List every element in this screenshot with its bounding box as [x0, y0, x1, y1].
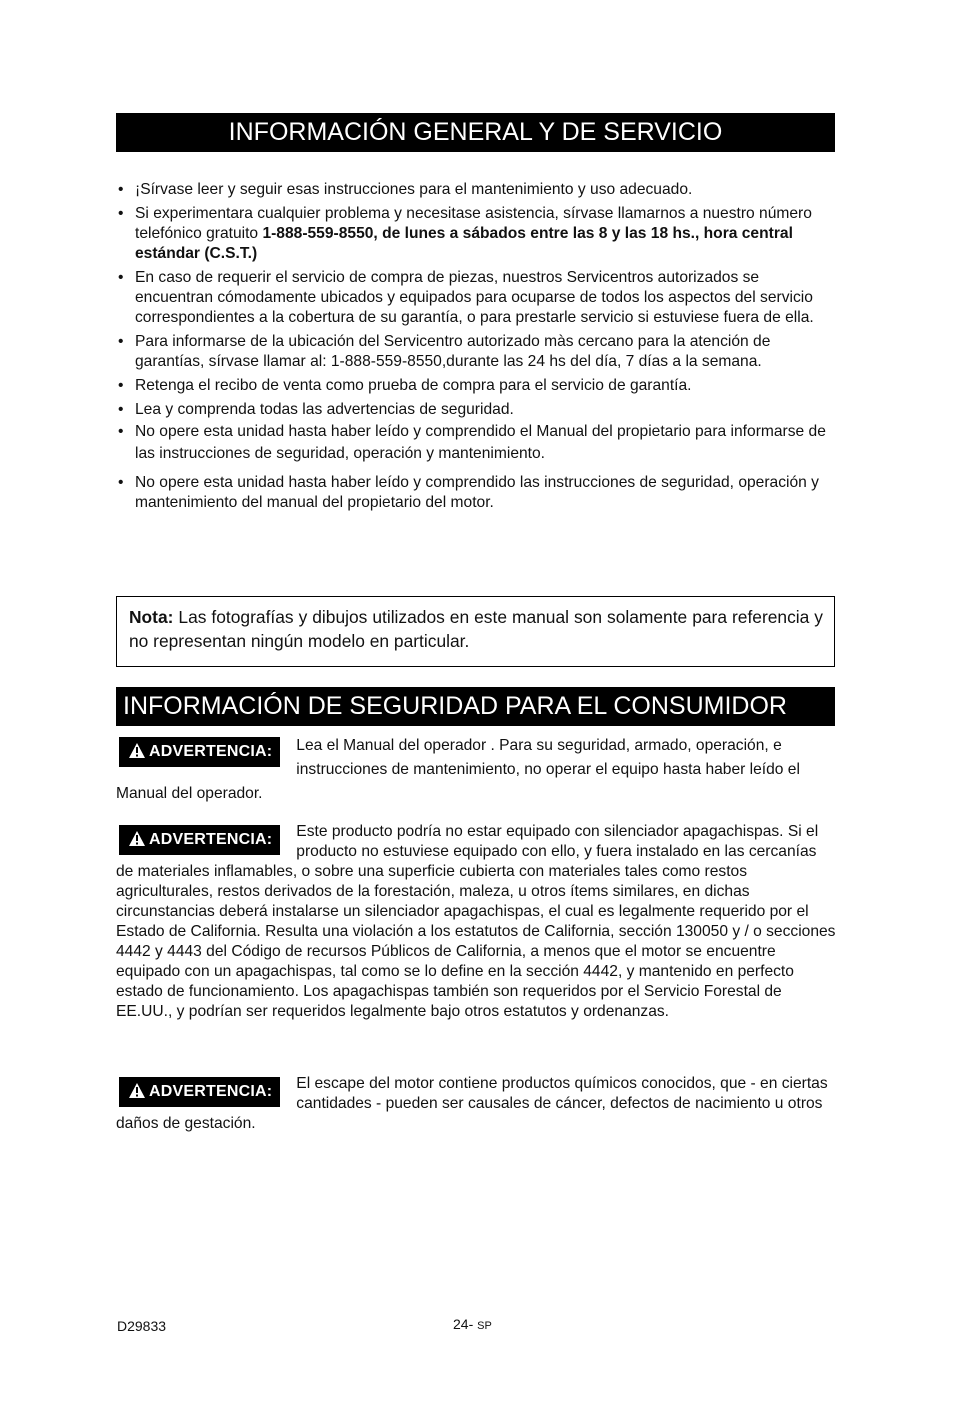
- bullet-text: No opere esta unidad hasta haber leído y comprendido las instrucciones de seguridad, operación y mantenimiento del manual del propietario del motor.: [135, 474, 819, 511]
- note-box: [116, 596, 835, 667]
- list-item: • Lea y comprenda todas las advertencias de seguridad.: [118, 401, 514, 418]
- general-service-heading: INFORMACIÓN GENERAL Y DE SERVICIO: [116, 113, 835, 152]
- list-item: • No opere esta unidad hasta haber leído y comprendido las instrucciones de seguridad, operación y mantenimiento del manual del propietario del motor.: [118, 474, 819, 511]
- warning-exhaust: [116, 1074, 836, 1134]
- bullet-text: No opere esta unidad hasta haber leído y comprendido el Manual del propietario para informarse de las instrucciones de seguridad, operación y mantenimiento.: [135, 423, 826, 462]
- document-number: D29833: [117, 1318, 167, 1334]
- page-number: [453, 1316, 492, 1332]
- list-item: • No opere esta unidad hasta haber leído y comprendido el Manual del propietario para informarse de las instrucciones de seguridad, operación y mantenimiento.: [118, 423, 826, 462]
- consumer-safety-heading: INFORMACIÓN DE SEGURIDAD PARA EL CONSUMIDOR: [116, 687, 835, 726]
- bullet-text: Para informarse de la ubicación del Servicentro autorizado màs cercano para la atención de garantías, sírvase llamar al: 1-888-559-8550,durante las 24 hs del día, 7 días a la semana.: [135, 333, 771, 370]
- warning-badge: [119, 737, 280, 767]
- bullet-text: Lea y comprenda todas las advertencias de seguridad.: [135, 401, 514, 418]
- phone-hours-text: 1-888-559-8550, de lunes a sábados entre las 8 y las 18 hs., hora central estándar (C.S.T.): [135, 225, 793, 262]
- warning-triangle-icon: [129, 831, 145, 846]
- warning-badge-label: ADVERTENCIA:: [149, 743, 273, 760]
- warning-badge-label: ADVERTENCIA:: [149, 831, 273, 848]
- list-item: • ¡Sírvase leer y seguir esas instrucciones para el mantenimiento y uso adecuado.: [118, 181, 693, 198]
- bullet-text: Retenga el recibo de venta como prueba de compra para el servicio de garantía.: [135, 377, 692, 394]
- list-item: • En caso de requerir el servicio de compra de piezas, nuestros Servicentros autorizados se encuentran cómodamente ubicados y equipados para ocuparse de todos los aspectos del servicio correspondientes a la cobertura de su garantía, o para prestarle servicio si estuviese fuera de ella.: [118, 269, 814, 326]
- note-text: Las fotografías y dibujos utilizados en este manual son solamente para referencia y no representan ningún modelo en particular.: [129, 607, 823, 651]
- warning-badge: [119, 1077, 280, 1107]
- warning-triangle-icon: [129, 1083, 145, 1098]
- general-info-list: [116, 180, 836, 517]
- page-number-value: 24-: [453, 1316, 474, 1332]
- page-language-suffix: SP: [477, 1320, 492, 1332]
- warning-text: El escape del motor contiene productos químicos conocidos, que - en ciertas cantidades - pueden ser causales de cáncer, defectos de nacimiento u otros daños de gestación.: [116, 1075, 828, 1132]
- bullet-text: ¡Sírvase leer y seguir esas instrucciones para el mantenimiento y uso adecuado.: [135, 181, 693, 198]
- note-label: Nota:: [129, 607, 174, 627]
- list-item: • Para informarse de la ubicación del Servicentro autorizado màs cercano para la atención de garantías, sírvase llamar al: 1-888-559-8550,durante las 24 hs del día, 7 días a la semana.: [118, 333, 771, 370]
- warning-text: Lea el Manual del operador . Para su seguridad, armado, operación, e instrucciones de mantenimiento, no operar el equipo hasta haber leído el Manual del operador.: [116, 737, 800, 802]
- list-item: • Retenga el recibo de venta como prueba de compra para el servicio de garantía.: [118, 377, 692, 394]
- warning-badge: [119, 825, 280, 855]
- warning-badge-label: ADVERTENCIA:: [149, 1083, 273, 1100]
- bullet-text: Si experimentara cualquier problema y necesitase asistencia, sírvase llamarnos a nuestro número telefónico gratuito: [135, 205, 812, 242]
- warning-operator-manual: [116, 734, 836, 806]
- list-item: • Si experimentara cualquier problema y necesitase asistencia, sírvase llamarnos a nuestro número telefónico gratuito 1-888-559-8550, de lunes a sábados entre las 8 y las 18 hs., hora central estándar (C.S.T.): [118, 205, 812, 262]
- warning-spark-arrester: [116, 822, 836, 1022]
- warning-text: Este producto podría no estar equipado con silenciador apagachispas. Si el producto no estuviese equipado con ello, y fuera instalado en las cercanías de materiales inflamables, o sobre una superficie cubierta con materiales tales como restos agriculturales, restos derivados de la forestación, maleza, u otros ítems similares, en dichas circunstancias deberá instalarse un silenciador apagachispas, el cual es legalmente requerido por el Estado de California. Resulta una violación a los estatutos de California, sección 130050 y / o secciones 4442 y 4443 del Código de recursos Públicos de California, a menos que el motor se encuentre equipado con un apagachispas, tal como se lo define en la sección 4442, y mantenido en perfecto estado de funcionamiento. Los apagachispas también son requeridos por el Servicio Forestal de EE.UU., y podrían ser requeridos legalmente bajo otros estatutos y ordenanzas.: [116, 823, 836, 1020]
- bullet-text: En caso de requerir el servicio de compra de piezas, nuestros Servicentros autorizados se encuentran cómodamente ubicados y equipados para ocuparse de todos los aspectos del servicio correspondientes a la cobertura de su garantía, o para prestarle servicio si estuviese fuera de ella.: [135, 269, 814, 326]
- warning-triangle-icon: [129, 743, 145, 758]
